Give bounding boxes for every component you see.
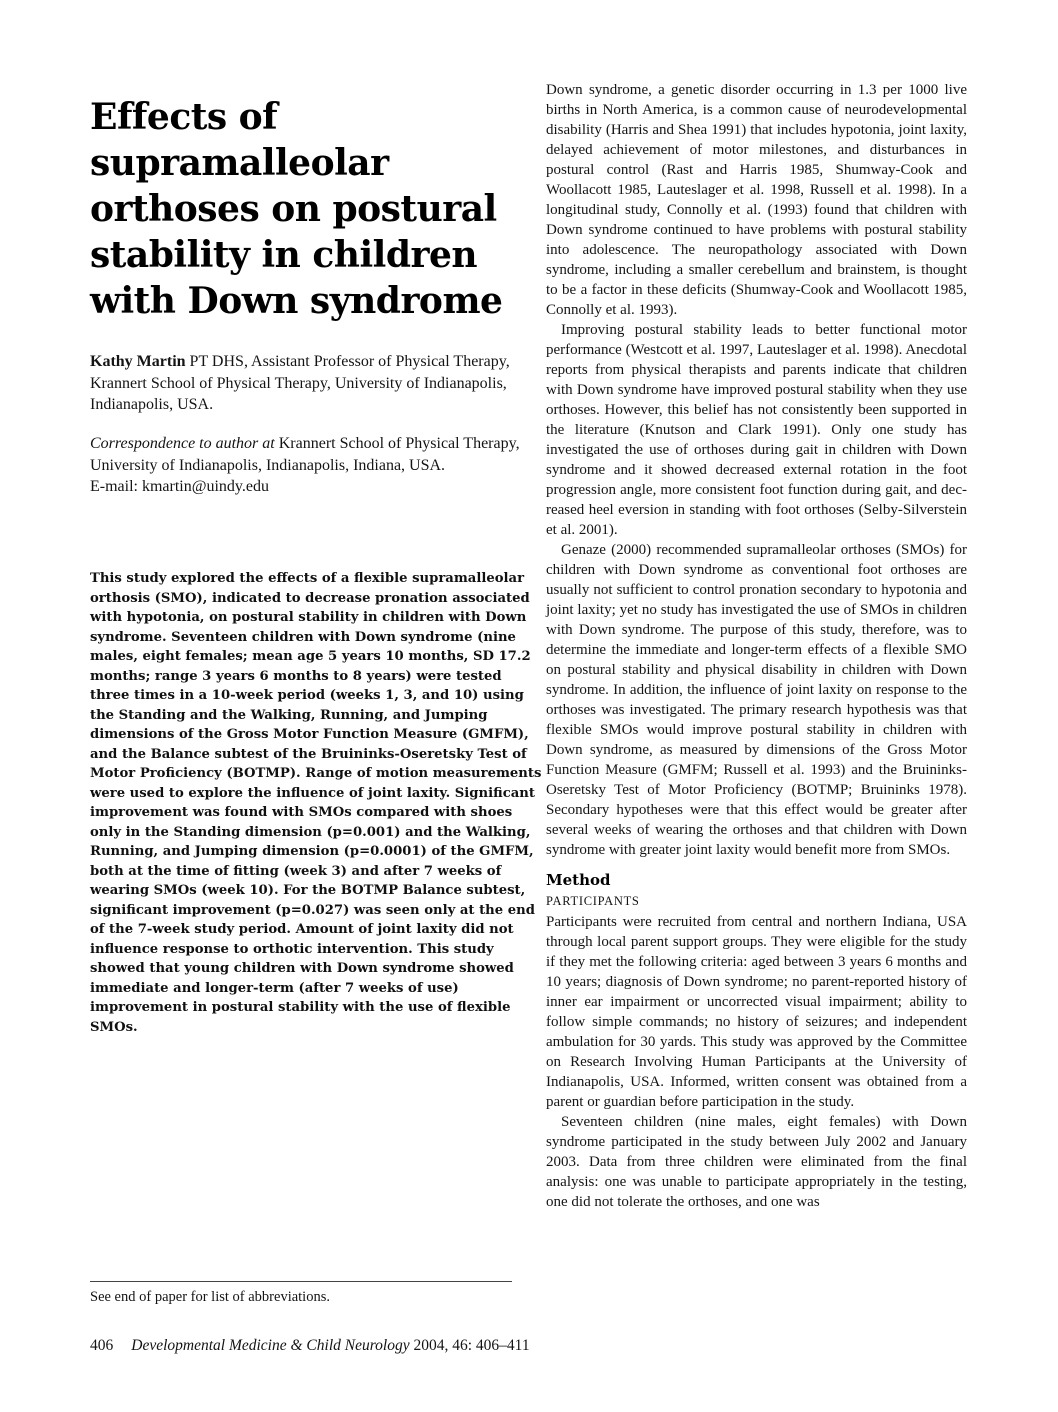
author-details: PT DHS, Assistant Professor of Physical Therapy, Krannert School of Physical Therapy, University of Indianapolis, Indianapolis, USA.	[90, 353, 510, 413]
intro-paragraphs	[546, 80, 967, 860]
method-heading: Method	[546, 871, 611, 889]
paragraph: Participants were recruited from central and northern Indiana, USA through local parent support groups. They were eligible for the study if they met the following criteria: aged between 3 years 6 months and 10 years; diagnosis of Down syndrome; no parent-reported history of inner ear impairment or uncorrected visual impairment; ability to follow simple commands; no history of seizures; and independent ambulation for 30 yards. This study was approved by the Committee on Research Involving Human Participants at the University of Indianapolis, USA. Informed, written consent was obtained from a parent or guardian before participation in the study.	[546, 914, 967, 1110]
author-name: Kathy Martin	[90, 353, 186, 370]
journal-name: Developmental Medicine & Child Neurology	[131, 1337, 410, 1354]
method-paragraphs	[546, 912, 967, 1212]
journal-citation: 2004, 46: 406–411	[409, 1337, 530, 1354]
abstract-text: This study explored the effects of a flexible supramalleolar orthosis (SMO), indicated to decrease pronation associated with hypotonia, on postural stability in children with Down syndrome. Seventeen children with Down syndrome (nine males, eight females; mean age 5 years 10 months, SD 17.2 months; range 3 years 6 months to 8 years) were tested three times in a 10-week period (weeks 1, 3, and 10) using the Standing and the Walking, Running, and Jumping dimensions of the Gross Motor Function Measure (GMFM), and the Balance subtest of the Bruininks-Oseretsky Test of Motor Proficiency (BOTMP). Range of motion measurements were used to explore the influence of joint laxity. Significant improvement was found with SMOs compared with shoes only in the Standing dimension (p=0.001) and the Walking, Running, and Jumping dimension (p=0.0001) of the GMFM, both at the time of fitting (week 3) and after 7 weeks of wearing SMOs (week 10). For the BOTMP Balance subtest, significant improvement (p=0.027) was seen only at the end of the 7-week study period. Amount of joint laxity did not influence response to orthotic intervention. This study showed that young children with Down syndrome showed immediate and longer-term (after 7 weeks of use) improvement in postural stability with the use of flexible SMOs.	[90, 571, 542, 1035]
author-block	[90, 351, 538, 416]
participants-heading: PARTICIPANTS	[546, 894, 640, 908]
correspondence-block	[90, 433, 538, 498]
correspondence-email: E-mail: kmartin@uindy.edu	[90, 478, 269, 495]
page-number: 406	[90, 1337, 114, 1354]
body-column	[546, 80, 967, 1212]
article-title: Effects of supramalleolar orthoses on postural stability in children with Down syndrome	[90, 96, 503, 323]
correspondence-details: Krannert School of Physical Therapy, University of Indianapolis, Indianapolis, Indiana, USA.	[90, 435, 520, 474]
abbreviations-note: See end of paper for list of abbreviations.	[90, 1281, 512, 1306]
page-footer	[90, 1337, 560, 1355]
paragraph: Genaze (2000) recommended supramalleolar orthoses (SMOs) for children with Down syndrome as conventional foot orthoses are usually not sufficient to control pronation secondary to hypotonia and joint laxity; yet no study has investigated the use of SMOs in children with Down syndrome. The purpose of this study, therefore, was to determine the immediate and longer-term effects of a flexible SMO on postural stability and physical disability in children with Down syndrome. In addition, the influence of joint laxity on response to the orthoses was investigated. The primary research hypothesis was that flexible SMOs would improve postural stability in children with Down syndrome, as measured by dimensions of the Gross Motor Function Measure (GMFM; Russell et al. 1993) and the Bruininks-Oseretsky Test of Motor Proficiency (BOTMP; Bruininks 1978). Secondary hypotheses were that this effect would be greater after several weeks of wearing the orthoses and that children with Down syndrome with greater joint laxity would benefit more from SMOs.	[546, 542, 967, 858]
paragraph: Down syndrome, a genetic disorder occurring in 1.3 per 1000 live births in North America, is a common cause of neurodevelopmental disability (Harris and Shea 1991) that includes hypotonia, joint laxity, delayed achievement of motor milestones, and disturbances in postural control (Rast and Harris 1985, Shumway-Cook and Woollacott 1985, Lauteslager et al. 1998, Russell et al. 1998). In a longitudinal study, Connolly et al. (1993) found that children with Down syndrome continued to have problems with postural stability into adolescence. The neuropathology associated with Down syndrome, including a smaller cerebellum and brainstem, is thought to be a factor in these deficits (Shumway-Cook and Woollacott 1985, Connolly et al. 1993).	[546, 82, 967, 318]
correspondence-lead: Correspondence to author at	[90, 435, 275, 452]
paragraph: Seventeen children (nine males, eight females) with Down syndrome participated in the study between July 2002 and January 2003. Data from three children were eliminated from the final analysis: one was unable to participate appropriately in the testing, one did not tolerate the orthoses, and one was	[546, 1114, 967, 1210]
paragraph: Improving postural stability leads to better functional motor performance (Westcott et al. 1997, Lauteslager et al. 1998). Anecdotal reports from physical therapists and parents indicate that children with Down syndrome have improved postural stability when they use orthoses. However, this belief has not consistently been supported in the literature (Knutson and Clark 1991). Only one study has investigated the use of orthoses during gait in children with Down syndrome and it showed decreased external rotation in the foot progression angle, more consistent foot function during gait, and decreased heel eversion in standing with foot orthoses (Selby-Silverstein et al. 2001).	[546, 322, 967, 538]
